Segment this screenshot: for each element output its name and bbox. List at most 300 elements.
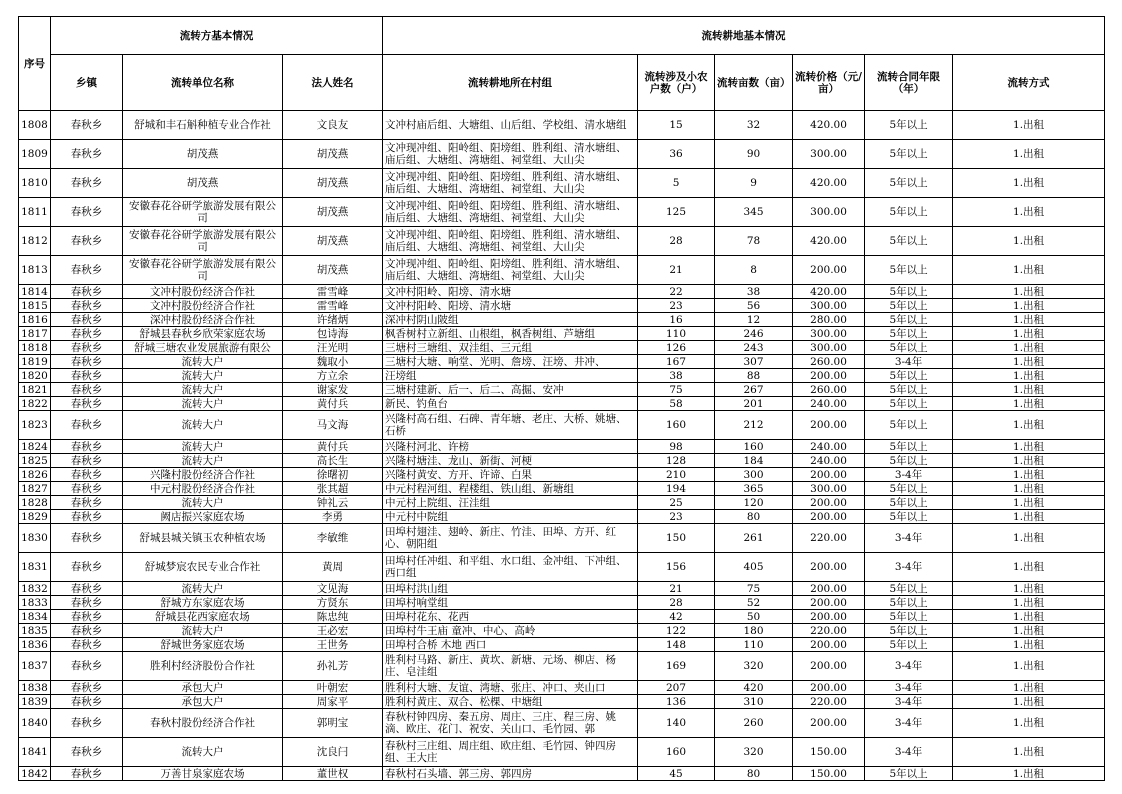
transfer-method-cell: 1.出租 <box>953 341 1105 355</box>
price-cell: 420.00 <box>793 169 865 198</box>
village-group-cell: 三塘村大塘、响堂、光明、詹塝、汪塝、井冲、 <box>383 355 638 369</box>
village-group-cell: 兴隆村高石组、石碑、青年塘、老庄、大桥、姚塘、石桥 <box>383 411 638 440</box>
unit-name-cell: 中元村股份经济合作社 <box>123 482 283 496</box>
seq-cell: 1828 <box>19 496 51 510</box>
contract-term-cell: 3-4年 <box>865 738 953 767</box>
households-cell: 194 <box>638 482 715 496</box>
price-cell: 200.00 <box>793 596 865 610</box>
transfer-method-cell: 1.出租 <box>953 695 1105 709</box>
village-group-cell: 中元村程河组、程楼组、铁山组、新塘组 <box>383 482 638 496</box>
unit-name-cell: 承包大户 <box>123 681 283 695</box>
acreage-cell: 365 <box>715 482 793 496</box>
table-row <box>19 169 1105 198</box>
acreage-cell: 110 <box>715 638 793 652</box>
table-row <box>19 313 1105 327</box>
households-cell: 122 <box>638 624 715 638</box>
unit-name-cell: 舒城三塘农业发展旅游有限公 <box>123 341 283 355</box>
legal-person-cell: 郭明宝 <box>283 709 383 738</box>
transfer-method-cell: 1.出租 <box>953 383 1105 397</box>
price-cell: 200.00 <box>793 709 865 738</box>
town-cell: 春秋乡 <box>51 285 123 299</box>
households-cell: 150 <box>638 524 715 553</box>
town-cell: 春秋乡 <box>51 397 123 411</box>
village-group-cell: 田埠村花东、花西 <box>383 610 638 624</box>
seq-cell: 1811 <box>19 198 51 227</box>
acreage-cell: 52 <box>715 596 793 610</box>
legal-person-cell: 孙礼芳 <box>283 652 383 681</box>
table-row <box>19 582 1105 596</box>
transfer-method-cell: 1.出租 <box>953 285 1105 299</box>
legal-person-cell: 黄付兵 <box>283 397 383 411</box>
transfer-method-cell: 1.出租 <box>953 709 1105 738</box>
village-group-cell: 三塘村建新、后一、后二、高掘、安冲 <box>383 383 638 397</box>
contract-term-cell: 5年以上 <box>865 596 953 610</box>
acreage-cell: 420 <box>715 681 793 695</box>
contract-term-cell: 5年以上 <box>865 482 953 496</box>
households-cell: 160 <box>638 738 715 767</box>
unit-name-cell: 舒城县花西家庭农场 <box>123 610 283 624</box>
table-row <box>19 256 1105 285</box>
transfer-method-cell: 1.出租 <box>953 111 1105 140</box>
households-cell: 38 <box>638 369 715 383</box>
seq-cell: 1817 <box>19 327 51 341</box>
contract-term-cell: 5年以上 <box>865 624 953 638</box>
transfer-method-cell: 1.出租 <box>953 440 1105 454</box>
transfer-method-cell: 1.出租 <box>953 411 1105 440</box>
town-cell: 春秋乡 <box>51 383 123 397</box>
unit-name-cell: 春秋村股份经济合作社 <box>123 709 283 738</box>
town-cell: 春秋乡 <box>51 313 123 327</box>
legal-person-cell: 文见海 <box>283 582 383 596</box>
households-cell: 16 <box>638 313 715 327</box>
price-cell: 420.00 <box>793 285 865 299</box>
contract-term-cell: 5年以上 <box>865 454 953 468</box>
acreage-cell: 307 <box>715 355 793 369</box>
village-group-cell: 中元村中院组 <box>383 510 638 524</box>
seq-cell: 1827 <box>19 482 51 496</box>
table-row <box>19 411 1105 440</box>
seq-cell: 1842 <box>19 767 51 781</box>
unit-name-cell: 流转大户 <box>123 454 283 468</box>
table-row <box>19 355 1105 369</box>
price-cell: 200.00 <box>793 468 865 482</box>
households-cell: 210 <box>638 468 715 482</box>
table-row <box>19 468 1105 482</box>
village-group-cell: 田埠村牛王庙 童冲、中心、高岭 <box>383 624 638 638</box>
column-header-village-group: 流转耕地所在村组 <box>383 55 638 111</box>
transferor-group-header: 流转方基本情况 <box>51 17 383 55</box>
transfer-method-cell: 1.出租 <box>953 610 1105 624</box>
households-cell: 128 <box>638 454 715 468</box>
village-group-cell: 胜利村大塘、友谊、湾塘、张庄、冲口、夹山口 <box>383 681 638 695</box>
contract-term-cell: 5年以上 <box>865 256 953 285</box>
legal-person-cell: 高长生 <box>283 454 383 468</box>
village-group-cell: 胜利村黄庄、双合、松棵、中塘组 <box>383 695 638 709</box>
households-cell: 5 <box>638 169 715 198</box>
table-row <box>19 638 1105 652</box>
legal-person-cell: 沈良闩 <box>283 738 383 767</box>
price-cell: 240.00 <box>793 397 865 411</box>
town-cell: 春秋乡 <box>51 111 123 140</box>
seq-cell: 1832 <box>19 582 51 596</box>
price-cell: 200.00 <box>793 610 865 624</box>
unit-name-cell: 流转大户 <box>123 397 283 411</box>
contract-term-cell: 5年以上 <box>865 440 953 454</box>
seq-cell: 1834 <box>19 610 51 624</box>
transfer-method-cell: 1.出租 <box>953 227 1105 256</box>
contract-term-cell: 3-4年 <box>865 695 953 709</box>
village-group-cell: 春秋村三庄组、周庄组、欧庄组、毛竹园、钟四房组、王大庄 <box>383 738 638 767</box>
contract-term-cell: 5年以上 <box>865 411 953 440</box>
table-row <box>19 341 1105 355</box>
transfer-method-cell: 1.出租 <box>953 482 1105 496</box>
town-cell: 春秋乡 <box>51 355 123 369</box>
legal-person-cell: 张其超 <box>283 482 383 496</box>
legal-person-cell: 胡茂燕 <box>283 256 383 285</box>
unit-name-cell: 流转大户 <box>123 738 283 767</box>
price-cell: 220.00 <box>793 695 865 709</box>
town-cell: 春秋乡 <box>51 695 123 709</box>
price-cell: 200.00 <box>793 681 865 695</box>
village-group-cell: 春秋村钟四房、秦五房、周庄、三庄、程三房、姚滴、欧庄、花门、祝安、关山口、毛竹园、郭 <box>383 709 638 738</box>
households-cell: 22 <box>638 285 715 299</box>
transfer-method-cell: 1.出租 <box>953 624 1105 638</box>
acreage-cell: 88 <box>715 369 793 383</box>
village-group-cell: 文冲村庙后组、大塘组、山后组、学校组、清水塘组 <box>383 111 638 140</box>
transfer-method-cell: 1.出租 <box>953 169 1105 198</box>
unit-name-cell: 安徽春花谷研学旅游发展有限公司 <box>123 198 283 227</box>
table-row <box>19 596 1105 610</box>
price-cell: 280.00 <box>793 313 865 327</box>
column-header-town: 乡镇 <box>51 55 123 111</box>
households-cell: 36 <box>638 140 715 169</box>
town-cell: 春秋乡 <box>51 681 123 695</box>
price-cell: 260.00 <box>793 355 865 369</box>
table-row <box>19 767 1105 781</box>
households-cell: 23 <box>638 299 715 313</box>
price-cell: 200.00 <box>793 369 865 383</box>
village-group-cell: 文冲现冲组、阳岭组、阳塝组、胜利组、清水塘组、庙后组、大塘组、湾塘组、祠堂组、大山尖 <box>383 227 638 256</box>
price-cell: 220.00 <box>793 524 865 553</box>
seq-cell: 1839 <box>19 695 51 709</box>
village-group-cell: 兴隆村河北、许榜 <box>383 440 638 454</box>
legal-person-cell: 王世务 <box>283 638 383 652</box>
acreage-cell: 80 <box>715 767 793 781</box>
legal-person-cell: 王必宏 <box>283 624 383 638</box>
contract-term-cell: 5年以上 <box>865 285 953 299</box>
transfer-method-cell: 1.出租 <box>953 454 1105 468</box>
town-cell: 春秋乡 <box>51 738 123 767</box>
town-cell: 春秋乡 <box>51 767 123 781</box>
seq-cell: 1818 <box>19 341 51 355</box>
town-cell: 春秋乡 <box>51 227 123 256</box>
unit-name-cell: 文冲村股份经济合作社 <box>123 299 283 313</box>
seq-cell: 1837 <box>19 652 51 681</box>
acreage-cell: 75 <box>715 582 793 596</box>
seq-cell: 1819 <box>19 355 51 369</box>
households-cell: 58 <box>638 397 715 411</box>
legal-person-cell: 徐曙初 <box>283 468 383 482</box>
table-row <box>19 695 1105 709</box>
table-row <box>19 440 1105 454</box>
seq-cell: 1840 <box>19 709 51 738</box>
households-cell: 136 <box>638 695 715 709</box>
table-row <box>19 553 1105 582</box>
acreage-cell: 212 <box>715 411 793 440</box>
seq-cell: 1841 <box>19 738 51 767</box>
contract-term-cell: 5年以上 <box>865 313 953 327</box>
transfer-method-cell: 1.出租 <box>953 397 1105 411</box>
unit-name-cell: 安徽春花谷研学旅游发展有限公司 <box>123 256 283 285</box>
legal-person-cell: 魏取小 <box>283 355 383 369</box>
village-group-cell: 中元村上院组、汪洼组 <box>383 496 638 510</box>
town-cell: 春秋乡 <box>51 440 123 454</box>
seq-cell: 1825 <box>19 454 51 468</box>
town-cell: 春秋乡 <box>51 198 123 227</box>
table-row <box>19 709 1105 738</box>
legal-person-cell: 黄周 <box>283 553 383 582</box>
contract-term-cell: 3-4年 <box>865 524 953 553</box>
table-row <box>19 140 1105 169</box>
price-cell: 300.00 <box>793 327 865 341</box>
contract-term-cell: 5年以上 <box>865 327 953 341</box>
contract-term-cell: 5年以上 <box>865 369 953 383</box>
transfer-method-cell: 1.出租 <box>953 524 1105 553</box>
price-cell: 300.00 <box>793 482 865 496</box>
price-cell: 300.00 <box>793 341 865 355</box>
seq-cell: 1838 <box>19 681 51 695</box>
village-group-cell: 文冲村阳岭、阳塝、清水塘 <box>383 299 638 313</box>
unit-name-cell: 舒城县春秋乡欣荣家庭农场 <box>123 327 283 341</box>
price-cell: 200.00 <box>793 411 865 440</box>
transfer-method-cell: 1.出租 <box>953 582 1105 596</box>
contract-term-cell: 5年以上 <box>865 140 953 169</box>
households-cell: 75 <box>638 383 715 397</box>
transfer-method-cell: 1.出租 <box>953 468 1105 482</box>
price-cell: 420.00 <box>793 111 865 140</box>
unit-name-cell: 流转大户 <box>123 383 283 397</box>
seq-cell: 1821 <box>19 383 51 397</box>
town-cell: 春秋乡 <box>51 468 123 482</box>
seq-cell: 1835 <box>19 624 51 638</box>
legal-person-cell: 胡茂燕 <box>283 140 383 169</box>
households-cell: 148 <box>638 638 715 652</box>
acreage-cell: 32 <box>715 111 793 140</box>
unit-name-cell: 安徽春花谷研学旅游发展有限公司 <box>123 227 283 256</box>
village-group-cell: 新民、钓鱼台 <box>383 397 638 411</box>
town-cell: 春秋乡 <box>51 638 123 652</box>
town-cell: 春秋乡 <box>51 369 123 383</box>
table-row <box>19 327 1105 341</box>
transfer-method-cell: 1.出租 <box>953 256 1105 285</box>
town-cell: 春秋乡 <box>51 610 123 624</box>
contract-term-cell: 5年以上 <box>865 169 953 198</box>
households-cell: 126 <box>638 341 715 355</box>
acreage-cell: 184 <box>715 454 793 468</box>
seq-cell: 1812 <box>19 227 51 256</box>
table-row <box>19 227 1105 256</box>
price-cell: 200.00 <box>793 652 865 681</box>
legal-person-cell: 胡茂燕 <box>283 198 383 227</box>
unit-name-cell: 流转大户 <box>123 496 283 510</box>
legal-person-cell: 钟礼云 <box>283 496 383 510</box>
legal-person-cell: 胡茂燕 <box>283 169 383 198</box>
acreage-cell: 261 <box>715 524 793 553</box>
contract-term-cell: 3-4年 <box>865 681 953 695</box>
price-cell: 200.00 <box>793 496 865 510</box>
unit-name-cell: 流转大户 <box>123 355 283 369</box>
transfer-method-cell: 1.出租 <box>953 313 1105 327</box>
seq-cell: 1829 <box>19 510 51 524</box>
seq-cell: 1809 <box>19 140 51 169</box>
land-group-header: 流转耕地基本情况 <box>383 17 1105 55</box>
village-group-cell: 田埠村翅洼、翅岭、新庄、竹洼、田埠、方开、红心、朝阳组 <box>383 524 638 553</box>
table-body <box>19 111 1105 781</box>
unit-name-cell: 流转大户 <box>123 369 283 383</box>
households-cell: 169 <box>638 652 715 681</box>
table-row <box>19 285 1105 299</box>
contract-term-cell: 5年以上 <box>865 341 953 355</box>
price-cell: 300.00 <box>793 198 865 227</box>
town-cell: 春秋乡 <box>51 496 123 510</box>
contract-term-cell: 5年以上 <box>865 383 953 397</box>
town-cell: 春秋乡 <box>51 454 123 468</box>
land-transfer-table-sheet <box>18 16 1105 781</box>
seq-cell: 1830 <box>19 524 51 553</box>
contract-term-cell: 3-4年 <box>865 709 953 738</box>
price-cell: 240.00 <box>793 454 865 468</box>
legal-person-cell: 马文海 <box>283 411 383 440</box>
price-cell: 200.00 <box>793 638 865 652</box>
households-cell: 167 <box>638 355 715 369</box>
transfer-method-cell: 1.出租 <box>953 767 1105 781</box>
unit-name-cell: 流转大户 <box>123 440 283 454</box>
town-cell: 春秋乡 <box>51 169 123 198</box>
acreage-cell: 405 <box>715 553 793 582</box>
contract-term-cell: 5年以上 <box>865 198 953 227</box>
town-cell: 春秋乡 <box>51 652 123 681</box>
legal-person-cell: 胡茂燕 <box>283 227 383 256</box>
households-cell: 15 <box>638 111 715 140</box>
town-cell: 春秋乡 <box>51 553 123 582</box>
transfer-method-cell: 1.出租 <box>953 140 1105 169</box>
village-group-cell: 三塘村三塘组、双洼组、三元组 <box>383 341 638 355</box>
town-cell: 春秋乡 <box>51 299 123 313</box>
table-row <box>19 397 1105 411</box>
legal-person-cell: 周家平 <box>283 695 383 709</box>
price-cell: 200.00 <box>793 510 865 524</box>
town-cell: 春秋乡 <box>51 624 123 638</box>
village-group-cell: 兴隆村黄安、方开、许谛、白果 <box>383 468 638 482</box>
households-cell: 28 <box>638 227 715 256</box>
unit-name-cell: 流转大户 <box>123 411 283 440</box>
seq-cell: 1823 <box>19 411 51 440</box>
village-group-cell: 田埠村任冲组、和平组、水口组、金冲组、下冲组、西口组 <box>383 553 638 582</box>
households-cell: 110 <box>638 327 715 341</box>
village-group-cell: 文冲现冲组、阳岭组、阳塝组、胜利组、清水塘组、庙后组、大塘组、湾塘组、祠堂组、大山尖 <box>383 169 638 198</box>
acreage-cell: 243 <box>715 341 793 355</box>
seq-cell: 1833 <box>19 596 51 610</box>
town-cell: 春秋乡 <box>51 596 123 610</box>
village-group-cell: 田埠村响堂组 <box>383 596 638 610</box>
village-group-cell: 汪塝组 <box>383 369 638 383</box>
households-cell: 125 <box>638 198 715 227</box>
legal-person-cell: 方立余 <box>283 369 383 383</box>
table-row <box>19 610 1105 624</box>
town-cell: 春秋乡 <box>51 256 123 285</box>
contract-term-cell: 3-4年 <box>865 652 953 681</box>
seq-cell: 1822 <box>19 397 51 411</box>
seq-cell: 1813 <box>19 256 51 285</box>
legal-person-cell: 黄付兵 <box>283 440 383 454</box>
seq-header: 序号 <box>19 17 51 111</box>
seq-cell: 1831 <box>19 553 51 582</box>
price-cell: 420.00 <box>793 227 865 256</box>
acreage-cell: 201 <box>715 397 793 411</box>
legal-person-cell: 雷雪峰 <box>283 285 383 299</box>
price-cell: 200.00 <box>793 582 865 596</box>
contract-term-cell: 5年以上 <box>865 227 953 256</box>
land-transfer-table <box>18 16 1105 781</box>
village-group-cell: 田埠村洪山组 <box>383 582 638 596</box>
table-row <box>19 198 1105 227</box>
transfer-method-cell: 1.出租 <box>953 652 1105 681</box>
unit-name-cell: 舒城县城关镇玉农种植农场 <box>123 524 283 553</box>
price-cell: 150.00 <box>793 738 865 767</box>
legal-person-cell: 包诗海 <box>283 327 383 341</box>
village-group-cell: 文冲现冲组、阳岭组、阳塝组、胜利组、清水塘组、庙后组、大塘组、湾塘组、祠堂组、大山尖 <box>383 140 638 169</box>
contract-term-cell: 5年以上 <box>865 638 953 652</box>
unit-name-cell: 胡茂燕 <box>123 140 283 169</box>
acreage-cell: 90 <box>715 140 793 169</box>
contract-term-cell: 3-4年 <box>865 468 953 482</box>
village-group-cell: 深冲村阴山陂组 <box>383 313 638 327</box>
transfer-method-cell: 1.出租 <box>953 496 1105 510</box>
unit-name-cell: 舒城世务家庭农场 <box>123 638 283 652</box>
transfer-method-cell: 1.出租 <box>953 681 1105 695</box>
transfer-method-cell: 1.出租 <box>953 638 1105 652</box>
acreage-cell: 56 <box>715 299 793 313</box>
legal-person-cell: 方贤东 <box>283 596 383 610</box>
contract-term-cell: 5年以上 <box>865 111 953 140</box>
seq-cell: 1810 <box>19 169 51 198</box>
acreage-cell: 78 <box>715 227 793 256</box>
legal-person-cell: 陈忠纯 <box>283 610 383 624</box>
acreage-cell: 246 <box>715 327 793 341</box>
table-row <box>19 624 1105 638</box>
acreage-cell: 8 <box>715 256 793 285</box>
village-group-cell: 文冲村阳岭、阳塝、清水塘 <box>383 285 638 299</box>
price-cell: 260.00 <box>793 383 865 397</box>
unit-name-cell: 胜利村经济股份合作社 <box>123 652 283 681</box>
contract-term-cell: 3-4年 <box>865 553 953 582</box>
transfer-method-cell: 1.出租 <box>953 355 1105 369</box>
unit-name-cell: 胡茂燕 <box>123 169 283 198</box>
column-header-unit-name: 流转单位名称 <box>123 55 283 111</box>
town-cell: 春秋乡 <box>51 709 123 738</box>
legal-person-cell: 李敏维 <box>283 524 383 553</box>
seq-cell: 1824 <box>19 440 51 454</box>
acreage-cell: 180 <box>715 624 793 638</box>
town-cell: 春秋乡 <box>51 482 123 496</box>
town-cell: 春秋乡 <box>51 510 123 524</box>
village-group-cell: 枫香树村立新组、山根组，枫香树组、芦塘组 <box>383 327 638 341</box>
acreage-cell: 345 <box>715 198 793 227</box>
village-group-cell: 文冲现冲组、阳岭组、阳塝组、胜利组、清水塘组、庙后组、大塘组、湾塘组、祠堂组、大山尖 <box>383 256 638 285</box>
households-cell: 98 <box>638 440 715 454</box>
legal-person-cell: 文良友 <box>283 111 383 140</box>
town-cell: 春秋乡 <box>51 140 123 169</box>
